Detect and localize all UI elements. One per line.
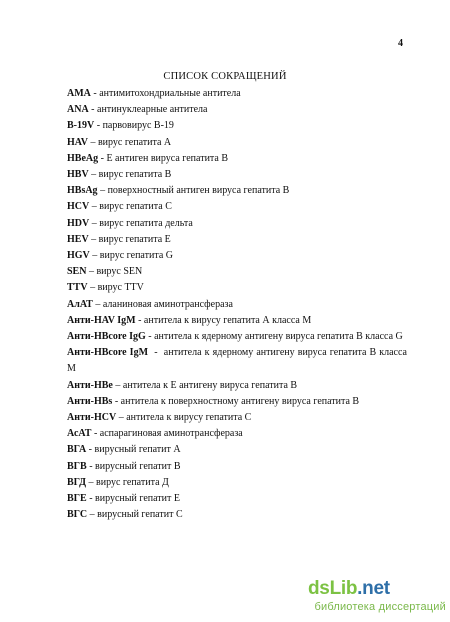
abbreviation-term: АсАТ [67,428,92,440]
abbreviation-term: TTV [67,282,88,294]
abbreviation-term: ВГВ [67,460,87,472]
abbreviation-item [67,394,407,410]
abbreviation-term: Анти-HBe [67,379,113,391]
abbreviation-item [67,216,407,232]
abbreviation-definition: антинуклеарные антитела [97,104,208,116]
abbreviation-list [67,86,407,523]
watermark-logo-text [308,578,390,600]
abbreviation-term: ВГА [67,444,87,456]
watermark-logo-part1: dsLib [308,578,358,599]
abbreviation-term: SEN [67,266,87,278]
abbreviation-definition: вирусный гепатит Е [95,493,180,505]
abbreviation-separator: – [116,412,127,424]
abbreviation-definition: аспарагиновая аминотрансфераза [99,428,243,440]
watermark-logo [276,578,446,618]
abbreviation-definition: антитела к вирусу гепатита С [126,412,252,424]
abbreviation-term: Анти-HBs [67,395,113,407]
abbreviation-term: ANA [67,104,89,116]
abbreviation-item [67,329,407,345]
abbreviation-term: HCV [67,201,90,213]
abbreviation-separator: – [89,201,100,213]
abbreviation-definition: вирус гепатита G [99,250,173,262]
abbreviation-separator: – [87,282,98,294]
abbreviation-definition: вирусный гепатит А [94,444,181,456]
abbreviation-term: АлАТ [67,298,93,310]
abbreviation-definition: антитела к ядерному антигену вируса гепатита В класса G [154,331,403,343]
abbreviation-definition: антитела к Е антигену вируса гепатита В [122,379,298,391]
abbreviation-definition: антимитохондриальные антитела [99,88,241,99]
abbreviation-term: HAV [67,136,88,148]
abbreviation-term: Анти-HBcore IgM [67,347,149,359]
abbreviation-definition: поверхностный антиген вируса гепатита В [107,185,290,197]
abbreviation-separator: - [86,460,96,472]
abbreviation-term: ВГС [67,509,88,521]
abbreviation-separator: - [91,428,100,440]
abbreviation-definition: Е антиген вируса гепатита В [106,152,229,164]
abbreviation-term: Анти-HBcore IgG [67,331,146,343]
abbreviation-definition: вирус гепатита В [98,169,172,181]
abbreviation-definition: вирус гепатита дельта [99,217,193,229]
abbreviation-separator: – [89,250,100,262]
abbreviation-item [67,183,407,199]
abbreviation-separator: – [88,233,99,245]
abbreviation-separator: - [94,120,103,132]
abbreviation-term: ВГД [67,476,87,488]
abbreviation-term: Анти-HCV [67,412,117,424]
abbreviation-item [67,442,407,458]
abbreviation-term: HDV [67,217,90,229]
abbreviation-definition: вирус TTV [97,282,144,294]
watermark-subtitle: библиотека диссертаций [314,601,446,613]
abbreviation-item [67,475,407,491]
abbreviation-separator: – [86,476,97,488]
abbreviation-item [67,135,407,151]
abbreviation-separator: – [112,379,123,391]
abbreviation-definition: парвовирус B-19 [102,120,174,132]
abbreviation-item [67,280,407,296]
abbreviation-item [67,297,407,313]
abbreviation-separator: - [98,152,107,164]
abbreviation-item [67,313,407,329]
abbreviation-separator: - [86,444,95,456]
abbreviation-term: HBV [67,169,89,181]
abbreviation-separator: - [88,104,98,116]
abbreviation-item [67,248,407,264]
abbreviation-separator: - [135,314,144,326]
abbreviation-separator: - [86,493,96,505]
abbreviation-term: HBsAg [67,185,98,197]
abbreviation-term: AMA [67,88,91,99]
abbreviation-term: HEV [67,233,89,245]
abbreviation-item [67,459,407,475]
abbreviation-separator: – [97,185,108,197]
abbreviation-separator: - [112,395,121,407]
abbreviation-item [67,151,407,167]
abbreviation-separator: – [88,169,99,181]
abbreviation-item [67,378,407,394]
abbreviation-item [67,199,407,215]
abbreviation-item [67,410,407,426]
watermark-logo-part2: .net [357,578,390,599]
abbreviation-separator: - [90,88,100,99]
abbreviation-term: B-19V [67,120,95,132]
abbreviation-item [67,491,407,507]
abbreviation-item [67,264,407,280]
abbreviation-item [67,167,407,183]
abbreviation-separator: - [148,347,164,359]
abbreviation-definition: антитела к ядерному антигену вируса гепатита В класса М [67,347,407,375]
abbreviation-separator: – [86,266,97,278]
abbreviation-definition: вирус гепатита Е [98,233,171,245]
abbreviation-item [67,86,407,102]
abbreviation-definition: вирус SEN [96,266,143,278]
abbreviation-definition: вирус гепатита С [99,201,172,213]
abbreviation-item [67,426,407,442]
abbreviation-definition: аланиновая аминотрансфераза [102,298,233,310]
abbreviation-separator: – [87,136,98,148]
abbreviation-separator: – [89,217,100,229]
abbreviation-definition: вирус гепатита А [97,136,172,148]
abbreviation-item [67,345,407,377]
abbreviation-separator: – [87,509,98,521]
abbreviation-term: ВГЕ [67,493,87,505]
page-number: 4 [398,38,403,49]
abbreviation-separator: - [145,331,155,343]
abbreviation-definition: антитела к поверхностному антигену вируса гепатита В [120,395,360,407]
abbreviation-term: Анти-HAV IgM [67,314,136,326]
abbreviation-term: HBeAg [67,152,99,164]
abbreviation-item [67,507,407,523]
document-title: СПИСОК СОКРАЩЕНИЙ [163,71,287,82]
abbreviation-item [67,102,407,118]
abbreviation-separator: – [92,298,103,310]
abbreviation-definition: вирус гепатита Д [96,476,169,488]
abbreviation-definition: антитела к вирусу гепатита А класса М [143,314,312,326]
abbreviation-definition: вирусный гепатит С [97,509,183,521]
abbreviation-item [67,118,407,134]
abbreviation-term: HGV [67,250,90,262]
abbreviation-definition: вирусный гепатит В [95,460,181,472]
abbreviation-item [67,232,407,248]
